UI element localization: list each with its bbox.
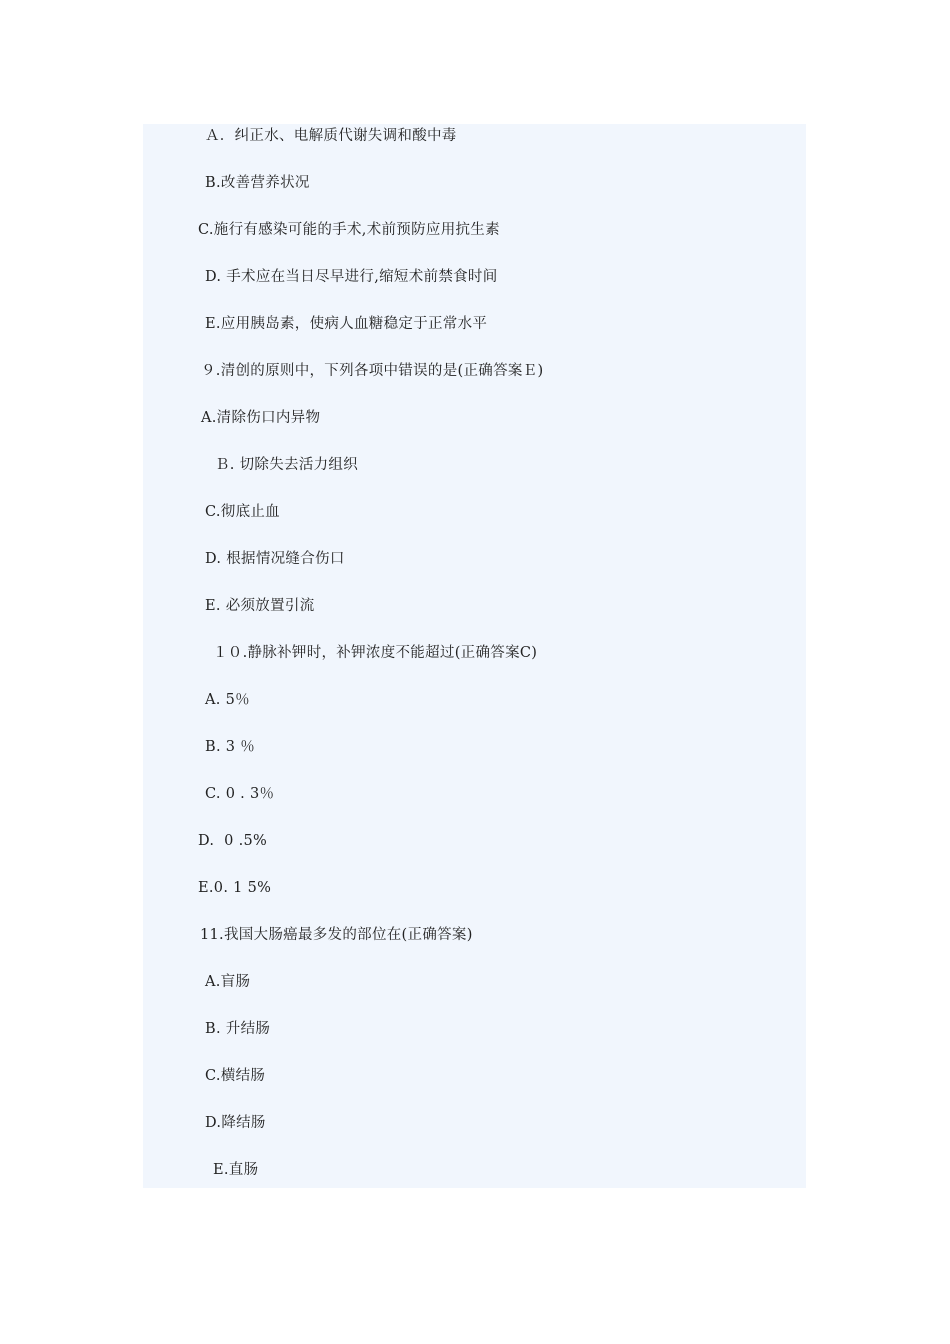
option-e-line: E.应用胰岛素，使病人血糖稳定于正常水平	[205, 316, 488, 332]
q10-option-d-line: D. 0 .5%	[198, 833, 268, 849]
q10-option-b-line: B. 3 ％	[205, 739, 256, 755]
question-10-line: １０.静脉补钾时，补钾浓度不能超过(正确答案C)	[213, 645, 538, 661]
option-b-line: B.改善营养状况	[205, 175, 310, 191]
q9-option-e-line: E. 必须放置引流	[205, 598, 315, 614]
document-page	[143, 124, 806, 1188]
option-d-line: D. 手术应在当日尽早进行,缩短术前禁食时间	[205, 269, 498, 285]
q11-option-e-line: E.直肠	[213, 1162, 259, 1178]
q10-option-e-line: E.0. 1 5%	[198, 880, 272, 896]
question-9-line: ９.清创的原则中，下列各项中错误的是(正确答案Ｅ)	[201, 363, 544, 379]
q9-option-a-line: A.清除伤口内异物	[201, 410, 321, 426]
option-c-line: C.施行有感染可能的手术,术前预防应用抗生素	[198, 222, 500, 238]
question-11-line: 11.我国大肠癌最多发的部位在(正确答案)	[200, 927, 473, 943]
q11-option-d-line: D.降结肠	[205, 1115, 266, 1131]
q11-option-c-line: C.横结肠	[205, 1068, 266, 1084]
q10-option-a-line: A. 5％	[205, 692, 250, 708]
option-a-line: Ａ．纠正水、电解质代谢失调和酸中毒	[205, 128, 457, 144]
q9-option-d-line: D. 根据情况缝合伤口	[205, 551, 345, 567]
q10-option-c-line: C. 0 . 3％	[205, 786, 275, 802]
q11-option-b-line: B. 升结肠	[205, 1021, 271, 1037]
q11-option-a-line: A.盲肠	[205, 974, 251, 990]
q9-option-c-line: C.彻底止血	[205, 504, 280, 520]
q9-option-b-line: Ｂ. 切除失去活力组织	[215, 457, 359, 473]
